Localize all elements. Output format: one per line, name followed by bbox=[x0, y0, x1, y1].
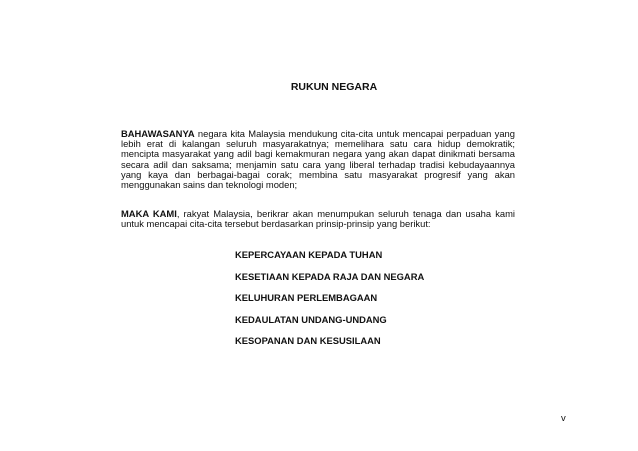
page-title bbox=[0, 81, 638, 93]
principle-item: KEDAULATAN UNDANG-UNDANG bbox=[235, 313, 387, 325]
preamble-paragraph bbox=[121, 129, 515, 190]
principle-item: KESETIAAN KEPADA RAJA DAN NEGARA bbox=[235, 270, 425, 282]
principles-list bbox=[235, 249, 424, 357]
pledge-paragraph bbox=[121, 209, 515, 229]
principle-item: KELUHURAN PERLEMBAGAAN bbox=[235, 292, 378, 304]
pledge-text: , rakyat Malaysia, berikrar akan menumpukan seluruh tenaga dan usaha kami untuk mencapai cita-cita tersebut berdasarkan prinsip-prinsip yang berikut: bbox=[121, 208, 515, 230]
principle-item: KEPERCAYAAN KEPADA TUHAN bbox=[235, 249, 383, 260]
page-title-text: RUKUN NEGARA bbox=[290, 81, 378, 93]
preamble-text: negara kita Malaysia mendukung cita-cita untuk mencapai perpaduan yang lebih erat di kalangan seluruh masyarakatnya; memelihara satu cara hidup demokratik; mencipta masyarakat yang adil bagi kemakmuran negara yang akan dapat dinikmati bersama secara adil dan saksama; menjamin satu cara yang liberal terhadap tradisi kebudayaannya yang kaya dan berbagai-bagai corak; membina satu masyarakat progresif yang akan menggunakan sains dan teknologi moden; bbox=[121, 128, 515, 191]
pledge-lead: MAKA KAMI bbox=[121, 208, 177, 219]
page-number: v bbox=[561, 413, 566, 424]
principle-item: KESOPANAN DAN KESUSILAAN bbox=[235, 335, 381, 347]
preamble-lead: BAHAWASANYA bbox=[121, 128, 195, 139]
